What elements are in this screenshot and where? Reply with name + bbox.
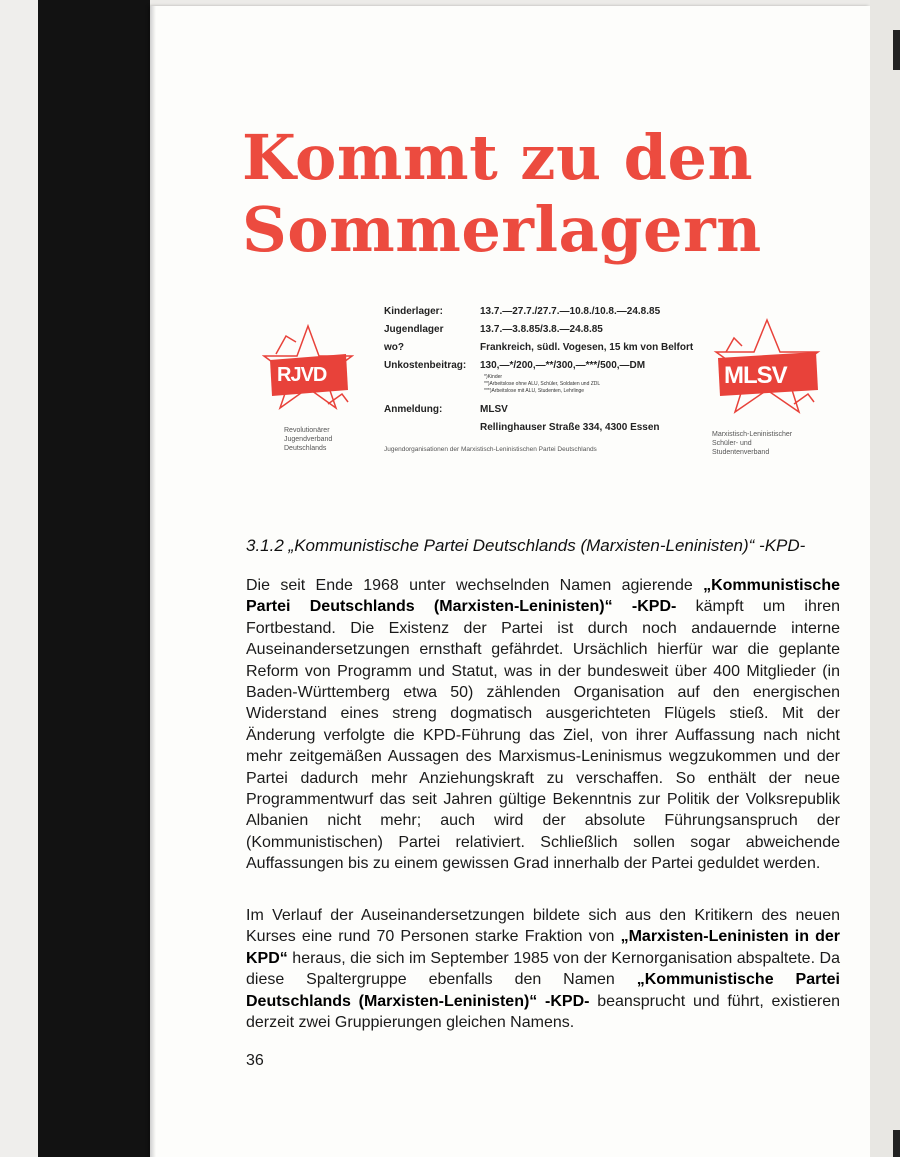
ad-row-value: Frankreich, südl. Vogesen, 15 km von Belfort <box>480 342 694 353</box>
mlsv-logo-text: MLSV <box>724 362 787 389</box>
scan-mark <box>893 1130 900 1157</box>
p2-end: beansprucht und führt, existieren derzeit zwei Gruppierungen gleichen Namens. <box>246 992 841 1032</box>
page-edge-shadow <box>150 6 156 1157</box>
book-binding <box>38 0 150 1157</box>
caption-line: Studentenverband <box>712 449 770 456</box>
rjvd-caption <box>284 426 332 453</box>
ad-footnote: *)Kinder <box>484 374 503 380</box>
p2-intro: Im Verlauf der Auseinandersetzungen bildete sich aus den Kritikern des neuen Kurses eine rund 70 Personen starke Fraktion von <box>246 907 840 946</box>
p1-rest: kämpft um ihren Fortbestand. Die Existenz der Partei ist durch noch andauernde interne Auseinandersetzungen ernsthaft gefährdet. Ursächlich hierfür war die geplante Reform von Programm und Statut, was in der bundesweit über 400 Mitglieder (in Baden-Württemberg etwa 50) zählenden Organisation auf den energischen Widerstand eines streng dogmatisch ausgerichteten Flügels stieß. Mit der Änderung verfolgte die KPD-Führung das Ziel, von ihrer Auffassung nach nicht mehr zeitgemäßen Aussagen des Marxismus-Leninismus wegzukommen und der Partei dadurch mehr Anziehungskraft zu verschaffen. So enthält der neue Programmentwurf das seit Jahren gültige Bekenntnis zur Politik der Volksrepublik Albanien nicht mehr; auch wird der absolute Führungsanspruch der (Kommunistischen) Partei relativiert. Schließlich sollen sogar abweichende Auffassungen bis zu einem gewissen Grad innerhalb der Partei geduldet werden. <box>246 598 840 873</box>
mlsv-caption <box>712 430 792 457</box>
p2-faction-name: „Marxisten-Leninisten in der KPD“ <box>246 928 841 967</box>
ad-row-label: wo? <box>384 342 404 353</box>
ad-footnote: **)Arbeitslose ohne ALU, Schüler, Soldaten und ZDL <box>484 381 601 387</box>
p1-party-name: „Kommunistische Partei Deutschlands (Marxisten-Leninisten)“ -KPD- <box>246 577 840 616</box>
page-number: 36 <box>246 1052 264 1069</box>
rjvd-logo-text: RJVD <box>277 364 327 386</box>
caption-line: Deutschlands <box>284 445 327 452</box>
scan-mark <box>893 30 900 70</box>
caption-line: Schüler- und <box>712 440 752 447</box>
book-spine <box>0 0 38 1157</box>
caption-line: Marxistisch-Leninistischer <box>712 431 793 438</box>
right-page-edge <box>870 0 900 1157</box>
caption-line: Revolutionärer <box>284 427 330 434</box>
ad-row-value: MLSV <box>480 404 508 415</box>
ad-row-value: 130,—*/200,—**/300,—***/500,—DM <box>480 360 646 371</box>
ad-footnote: ***)Arbeitslose mit ALU, Studenten, Lehrlinge <box>484 388 585 394</box>
ad-headline <box>242 122 842 266</box>
ad-row-value: 13.7.—27.7./27.7.—10.8./10.8.—24.8.85 <box>480 306 661 317</box>
caption-line: Jugendverband <box>284 436 333 443</box>
p1-intro: Die seit Ende 1968 unter wechselnden Namen agierende <box>246 577 693 594</box>
ad-row-value: Rellinghauser Straße 334, 4300 Essen <box>480 422 660 433</box>
ad-bottom-caption: Jugendorganisationen der Marxistisch-Leninistischen Partei Deutschlands <box>384 446 597 453</box>
ad-row-label: Jugendlager <box>384 324 444 335</box>
ad-row-label: Anmeldung: <box>384 404 443 415</box>
headline-line-2: Sommerlagern <box>242 193 762 266</box>
section-title: 3.1.2 „Kommunistische Partei Deutschlands (Marxisten-Leninisten)“ -KPD- <box>246 536 806 555</box>
ad-row-label: Kinderlager: <box>384 306 443 317</box>
ad-row-label: Unkostenbeitrag: <box>384 360 467 371</box>
body-paragraph-2 <box>246 905 840 1033</box>
p2-mid: heraus, die sich im September 1985 von der Kernorganisation abspaltete. Da diese Spaltergruppe ebenfalls den Namen <box>246 949 840 989</box>
body-paragraph-1 <box>246 575 840 875</box>
ad-row-value: 13.7.—3.8.85/3.8.—24.8.85 <box>480 324 603 335</box>
headline-line-1: Kommt zu den <box>242 121 754 194</box>
p2-party-name: „Kommunistische Partei Deutschlands (Marxisten-Leninisten)“ -KPD- <box>246 971 840 1010</box>
